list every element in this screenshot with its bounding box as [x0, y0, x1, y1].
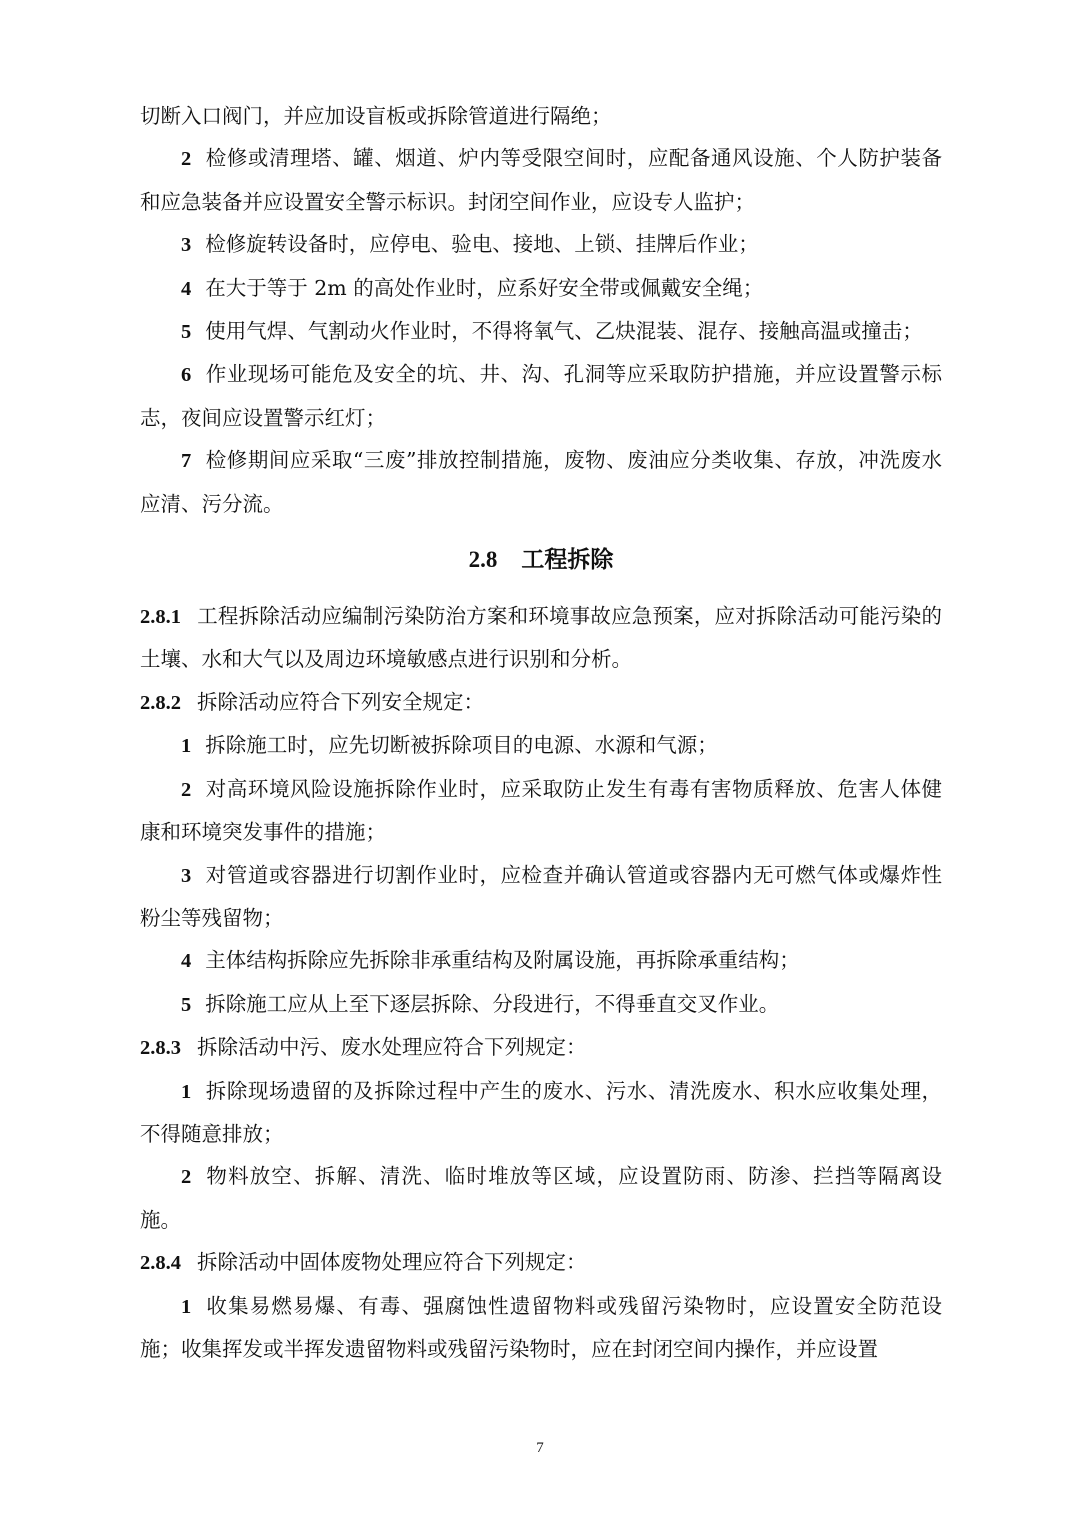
- list-item: [140, 1155, 942, 1241]
- clause-text: 拆除活动中固体废物处理应符合下列规定：: [197, 1250, 587, 1275]
- clause-text: 拆除活动应符合下列安全规定：: [197, 689, 484, 714]
- clause-paragraph: [140, 595, 942, 681]
- item-text: 检修期间应采取“三废”排放控制措施，废物、废油应分类收集、存放，冲洗废水应清、污分流。: [140, 448, 942, 516]
- list-item: [140, 854, 942, 940]
- clause-number: 2.8.2: [140, 691, 181, 714]
- item-text: 使用气焊、气割动火作业时，不得将氧气、乙炔混装、混存、接触高温或撞击；: [205, 319, 923, 344]
- item-text: 检修或清理塔、罐、烟道、炉内等受限空间时，应配备通风设施、个人防护装备和应急装备并应设置安全警示标识。封闭空间作业，应设专人监护；: [140, 146, 942, 214]
- item-number: 2: [181, 1166, 192, 1189]
- item-text: 主体结构拆除应先拆除非承重结构及附属设施，再拆除承重结构；: [205, 948, 800, 973]
- clause-text: 拆除活动中污、废水处理应符合下列规定：: [197, 1035, 587, 1060]
- item-number: 1: [181, 1295, 192, 1318]
- item-number: 5: [181, 993, 192, 1016]
- page-body: [140, 95, 942, 1370]
- list-item: [140, 1070, 942, 1156]
- clause-list: [140, 595, 942, 1370]
- item-number: 2: [181, 778, 192, 801]
- clause-paragraph: [140, 1241, 942, 1284]
- item-text: 在大于等于 2m 的高处作业时，应系好安全带或佩戴安全绳；: [205, 275, 764, 300]
- item-text: 检修旋转设备时，应停电、验电、接地、上锁、挂牌后作业；: [205, 232, 759, 257]
- item-text: 物料放空、拆解、清洗、临时堆放等区域，应设置防雨、防渗、拦挡等隔离设施。: [140, 1164, 942, 1232]
- item-number: 6: [181, 364, 192, 387]
- item-text: 拆除施工应从上至下逐层拆除、分段进行，不得垂直交叉作业。: [205, 991, 780, 1016]
- clause-text: 工程拆除活动应编制污染防治方案和环境事故应急预案，应对拆除活动可能污染的土壤、水和大气以及周边环境敏感点进行识别和分析。: [140, 604, 942, 672]
- item-text: 拆除施工时，应先切断被拆除项目的电源、水源和气源；: [205, 733, 718, 758]
- list-item: [140, 267, 942, 310]
- list-item: [140, 768, 942, 854]
- list-item: [140, 223, 942, 266]
- item-text: 对管道或容器进行切割作业时，应检查并确认管道或容器内无可燃气体或爆炸性粉尘等残留物；: [140, 862, 942, 930]
- item-text: 拆除现场遗留的及拆除过程中产生的废水、污水、清洗废水、积水应收集处理，不得随意排放；: [140, 1078, 942, 1146]
- clause-number: 2.8.4: [140, 1252, 181, 1275]
- item-number: 4: [181, 277, 192, 300]
- list-item: [140, 983, 942, 1026]
- item-number: 7: [181, 450, 192, 473]
- list-item: [140, 310, 942, 353]
- continuation-paragraph: 切断入口阀门，并应加设盲板或拆除管道进行隔绝；: [140, 104, 612, 128]
- item-number: 3: [181, 234, 192, 257]
- clause-paragraph: [140, 681, 942, 724]
- item-number: 2: [181, 148, 192, 171]
- clause-paragraph: [140, 1026, 942, 1069]
- list-item: [140, 353, 942, 439]
- section-number: 2.8: [468, 547, 498, 573]
- item-number: 5: [181, 321, 192, 344]
- list-item: [140, 1285, 942, 1371]
- item-number: 4: [181, 950, 192, 973]
- item-text: 收集易燃易爆、有毒、强腐蚀性遗留物料或残留污染物时，应设置安全防范设施；收集挥发或半挥发遗留物料或残留污染物时，应在封闭空间内操作，并应设置: [140, 1293, 942, 1361]
- item-text: 对高环境风险设施拆除作业时，应采取防止发生有毒有害物质释放、危害人体健康和环境突发事件的措施；: [140, 776, 942, 845]
- list-item: [140, 724, 942, 767]
- section-heading: [140, 539, 942, 581]
- item-number: 1: [181, 1080, 192, 1103]
- clause-number: 2.8.1: [140, 606, 181, 629]
- section-title: 工程拆除: [521, 546, 614, 574]
- item-number: 3: [181, 864, 192, 887]
- item-text: 作业现场可能危及安全的坑、井、沟、孔洞等应采取防护措施，并应设置警示标志，夜间应设置警示红灯；: [140, 362, 942, 430]
- intro-item-list: [140, 137, 942, 525]
- list-item: [140, 439, 942, 525]
- item-number: 1: [181, 735, 192, 758]
- list-item: [140, 137, 942, 223]
- clause-number: 2.8.3: [140, 1037, 181, 1060]
- page-number: 7: [536, 1440, 544, 1456]
- list-item: [140, 939, 942, 982]
